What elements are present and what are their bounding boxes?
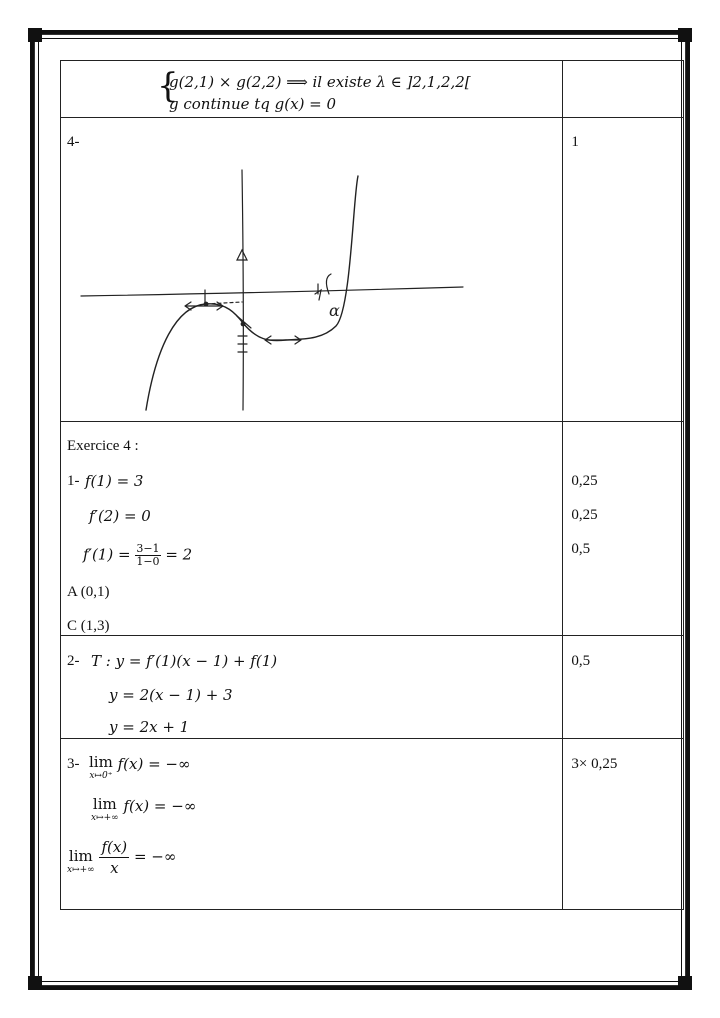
table-row (61, 118, 684, 422)
system-brace: { (157, 66, 179, 106)
frame-corner-bottom-left (28, 976, 42, 990)
system-line-1: g(2,1) × g(2,2) ⟹ il existe λ ∈ ]2,1,2,2[ (169, 73, 471, 91)
lim-text: lim (92, 795, 117, 813)
y-intercept-point (241, 322, 246, 327)
limit-fraction (99, 837, 129, 878)
table-row (61, 61, 684, 118)
slope-fraction (135, 543, 160, 568)
limit-expression: f(x) = −∞ (117, 755, 191, 773)
points-value: 0,25 (571, 507, 598, 523)
limit-subscript: x↦+∞ (67, 865, 95, 875)
limit-operator (89, 755, 113, 783)
function-sketch (61, 118, 564, 421)
limit-1 (89, 755, 191, 783)
fraction-denominator: x (110, 859, 119, 877)
points-value: 0,5 (571, 653, 591, 669)
limit-subscript: x↦+∞ (91, 813, 119, 823)
maximum-point (204, 302, 209, 307)
points-cell (563, 61, 684, 118)
y-axis-line (242, 170, 243, 410)
points-value: 1 (571, 134, 579, 150)
fraction-numerator: f(x) (101, 838, 128, 856)
tangent-equation: T : y = f′(1)(x − 1) + f(1) (91, 652, 278, 670)
item-number: 1- (67, 473, 80, 489)
points-cell (563, 636, 684, 739)
table-row (61, 636, 684, 739)
equation-fprime1-lhs: f′(1) = (83, 545, 131, 564)
table-row (61, 739, 684, 910)
item-number: 3- (67, 756, 80, 772)
system-line-2: g continue tq g(x) = 0 (169, 95, 337, 113)
tangent-step: y = 2(x − 1) + 3 (109, 686, 233, 704)
equation-f1: f(1) = 3 (85, 472, 144, 490)
y-axis-ticks (238, 336, 247, 352)
points-cell (563, 739, 684, 910)
limit-operator (67, 849, 95, 877)
tangent-result: y = 2x + 1 (109, 718, 190, 736)
limit-expression: f(x) = −∞ (123, 797, 197, 815)
question-cell (61, 118, 563, 422)
question-cell (61, 636, 563, 739)
points-cell (563, 118, 684, 422)
tangent-at-minimum (265, 336, 301, 344)
question-cell (61, 739, 563, 910)
limit-3 (67, 837, 176, 878)
equation-fprime2: f′(2) = 0 (89, 507, 151, 525)
equation-fprime1 (83, 543, 192, 568)
points-value: 3× 0,25 (571, 756, 618, 772)
question-cell (61, 422, 563, 636)
frame-corner-bottom-right (678, 976, 692, 990)
points-cell (563, 422, 684, 636)
point-a: A (0,1) (67, 584, 110, 600)
table-row (61, 422, 684, 636)
x-axis-line (81, 287, 463, 296)
point-c: C (1,3) (67, 618, 110, 634)
guide-dashed (206, 302, 242, 304)
limit-operator (91, 797, 119, 825)
limit-expression: = −∞ (133, 847, 177, 866)
fraction-numerator: 3−1 (136, 542, 160, 555)
frame-corner-top-left (28, 28, 42, 42)
limit-2 (91, 797, 196, 825)
limit-subscript: x↦0⁺ (89, 771, 113, 781)
fraction-denominator: 1−0 (136, 555, 160, 568)
y-axis-arrow (237, 250, 247, 260)
points-value: 0,5 (571, 541, 591, 557)
question-cell (61, 61, 563, 118)
alpha-label: α (329, 301, 340, 320)
points-value: 0,25 (571, 473, 598, 489)
exercise-title: Exercice 4 : (67, 438, 139, 454)
item-number: 2- (67, 653, 80, 669)
frame-corner-top-right (678, 28, 692, 42)
question-number: 4- (67, 134, 80, 150)
equation-fprime1-rhs: = 2 (165, 545, 193, 564)
lim-text: lim (68, 847, 93, 865)
answer-table (60, 60, 684, 910)
lim-text: lim (89, 753, 113, 771)
